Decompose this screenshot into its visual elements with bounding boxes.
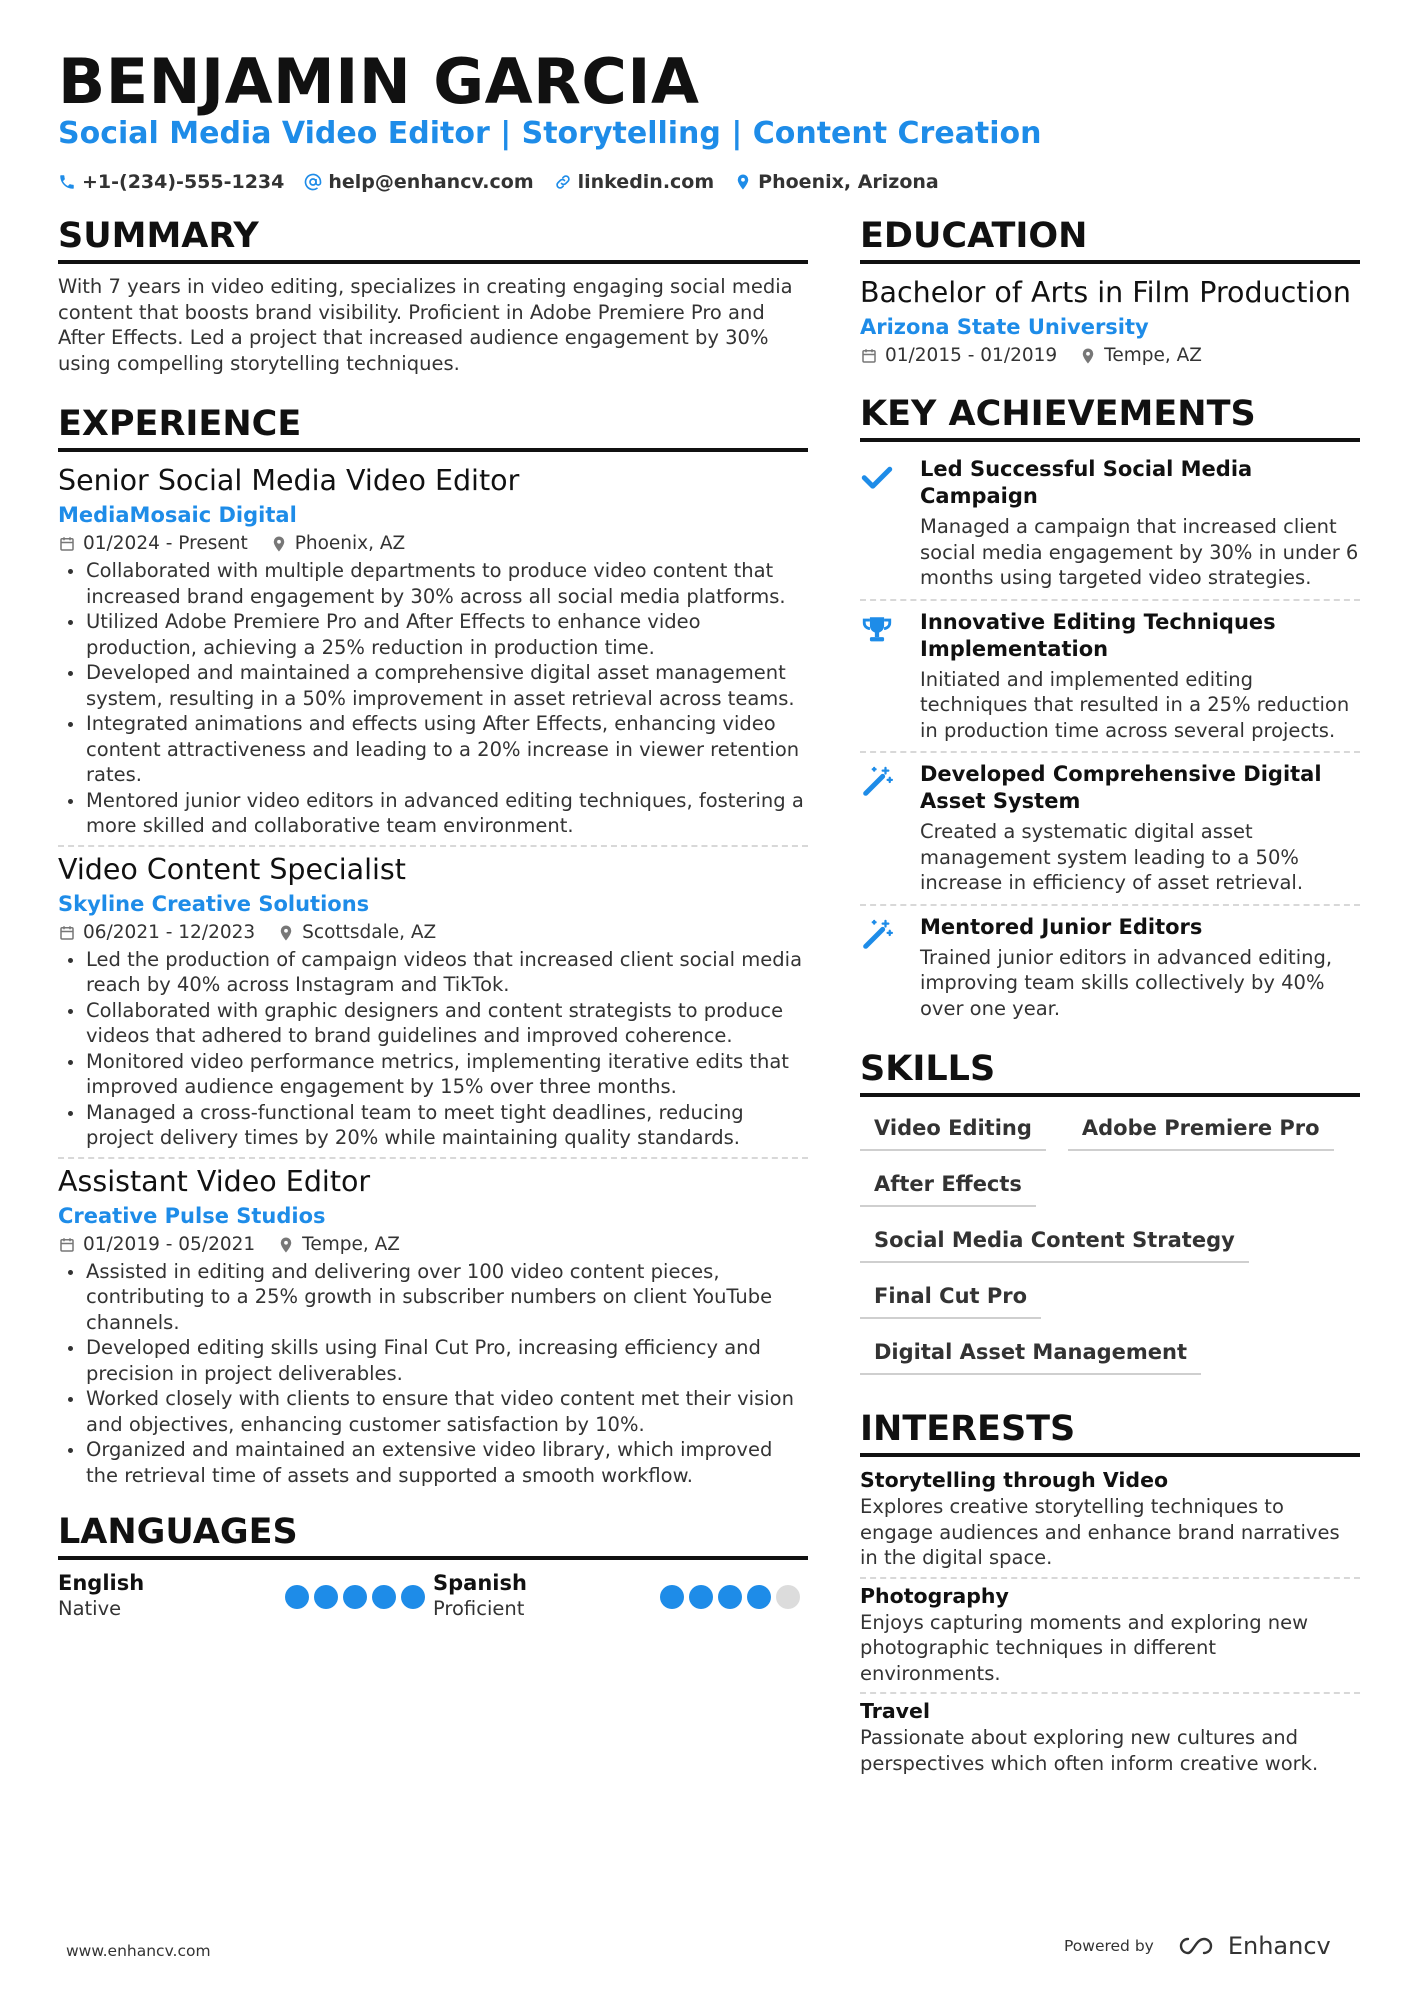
language-rating	[285, 1585, 425, 1609]
bullet-item: Worked closely with clients to ensure that video content met their vision and objectives, enhancing customer satisfaction by 10%.	[86, 1386, 808, 1437]
right-column	[860, 214, 1360, 1776]
rating-dot-filled	[285, 1585, 309, 1609]
powered-by-text: Powered by	[1064, 1937, 1154, 1955]
rating-dot-filled	[718, 1585, 742, 1609]
achievement-desc: Managed a campaign that increased client social media engagement by 30% in under 6 months using targeted video strategies.	[920, 515, 1359, 589]
divider	[860, 599, 1360, 601]
job-title: Assistant Video Editor	[58, 1164, 371, 1198]
map-pin-icon	[277, 1236, 295, 1254]
achievement-title: Led Successful Social Media Campaign	[920, 457, 1253, 508]
achievement-item	[860, 452, 1360, 599]
contact-email[interactable]	[304, 168, 533, 196]
achievement-item	[860, 605, 1360, 752]
skills-list	[860, 1107, 1360, 1387]
map-pin-icon	[277, 924, 295, 942]
enhancv-logo[interactable]	[1174, 1932, 1331, 1960]
achievement-item	[860, 757, 1360, 904]
contact-linkedin[interactable]	[554, 168, 715, 196]
company-name: Skyline Creative Solutions	[58, 891, 370, 916]
company-name: Creative Pulse Studios	[58, 1203, 326, 1228]
language-level: Native	[58, 1597, 122, 1620]
enhancv-logo-icon	[1174, 1934, 1218, 1958]
job-dates: 01/2019 - 05/2021	[83, 1233, 256, 1255]
job-location: Phoenix, AZ	[294, 533, 406, 554]
divider	[860, 1692, 1360, 1694]
calendar-icon	[58, 1236, 76, 1254]
achievement-desc: Initiated and implemented editing techniques that resulted in a 25% reduction in production time across several projects.	[920, 667, 1350, 742]
phone-icon	[58, 173, 76, 191]
job-location: Scottsdale, AZ	[302, 921, 437, 943]
achievement-desc: Created a systematic digital asset management system leading to a 50% increase in efficiency of asset retrieval.	[920, 820, 1304, 894]
map-pin-icon	[270, 535, 288, 553]
divider	[860, 1577, 1360, 1579]
skill-tag: After Effects	[860, 1163, 1036, 1207]
rating-dot-filled	[401, 1585, 425, 1609]
contact-phone[interactable]	[58, 168, 284, 196]
bullet-item: Integrated animations and effects using After Effects, enhancing video content attractiveness and leading to a 20% increase in viewer retention rates.	[86, 711, 808, 788]
job-dates: 06/2021 - 12/2023	[83, 921, 256, 943]
company-name: MediaMosaic Digital	[58, 503, 297, 527]
experience-heading: EXPERIENCE	[58, 402, 808, 452]
brand-name: Enhancv	[1227, 1932, 1331, 1960]
job-entry	[58, 1163, 808, 1489]
bullet-item: Developed editing skills using Final Cut Pro, increasing efficiency and precision in project deliverables.	[86, 1335, 808, 1386]
achievements-heading: KEY ACHIEVEMENTS	[860, 392, 1360, 442]
at-sign-icon	[304, 173, 322, 191]
achievement-item	[860, 910, 1360, 1030]
summary-heading: SUMMARY	[58, 214, 808, 264]
language-level: Proficient	[433, 1597, 525, 1620]
rating-dot-filled	[343, 1585, 367, 1609]
candidate-name: BENJAMIN GARCIA	[58, 45, 700, 118]
skill-tag: Final Cut Pro	[860, 1275, 1041, 1319]
calendar-icon	[58, 924, 76, 942]
education-meta	[860, 342, 1360, 370]
rating-dot-filled	[660, 1585, 684, 1609]
left-column	[58, 214, 808, 1622]
language-name: English	[58, 1571, 145, 1595]
skill-tag: Video Editing	[860, 1107, 1046, 1151]
interests-heading: INTERESTS	[860, 1407, 1360, 1457]
rating-dot-filled	[314, 1585, 338, 1609]
map-pin-icon	[1079, 347, 1097, 365]
interest-desc: Passionate about exploring new cultures and perspectives which often inform creative work.	[860, 1726, 1319, 1775]
job-entry	[58, 462, 808, 839]
email-text: help@enhancv.com	[328, 171, 534, 193]
divider	[58, 845, 808, 847]
job-entry	[58, 851, 808, 1151]
interest-desc: Enjoys capturing moments and exploring new photographic techniques in different environments.	[860, 1610, 1309, 1685]
languages-heading: LANGUAGES	[58, 1510, 808, 1560]
rating-dot-filled	[689, 1585, 713, 1609]
job-dates: 01/2024 - Present	[83, 533, 248, 554]
education-heading: EDUCATION	[860, 214, 1360, 264]
divider	[58, 1157, 808, 1159]
job-location: Tempe, AZ	[302, 1233, 400, 1255]
job-meta	[58, 1231, 808, 1259]
job-title: Senior Social Media Video Editor	[58, 464, 520, 497]
contact-location	[734, 168, 939, 196]
calendar-icon	[860, 347, 878, 365]
languages-list	[58, 1570, 808, 1622]
skill-tag: Digital Asset Management	[860, 1331, 1201, 1375]
education-dates: 01/2015 - 01/2019	[885, 345, 1058, 366]
footer-website[interactable]: www.enhancv.com	[66, 1942, 211, 1960]
checkmark-icon	[860, 460, 894, 494]
interest-title: Travel	[860, 1699, 930, 1723]
achievement-title: Innovative Editing Techniques Implementation	[920, 609, 1276, 661]
bullet-item: Collaborated with graphic designers and content strategists to produce videos that adhered to brand guidelines and improved coherence.	[86, 998, 808, 1049]
footer-branding	[1064, 1932, 1331, 1960]
divider	[860, 904, 1360, 906]
degree: Bachelor of Arts in Film Production	[860, 276, 1351, 309]
calendar-icon	[58, 535, 76, 553]
interest-desc: Explores creative storytelling techniques to engage audiences and enhance brand narratives in the digital space.	[860, 1495, 1340, 1569]
bullet-item: Monitored video performance metrics, implementing iterative edits that improved audience engagement by 15% over three months.	[86, 1049, 808, 1100]
interest-item	[860, 1467, 1360, 1571]
bullet-item: Assisted in editing and delivering over 100 video content pieces, contributing to a 25% growth in subscriber numbers on client YouTube channels.	[86, 1259, 808, 1336]
language-item	[58, 1570, 433, 1622]
skill-tag: Adobe Premiere Pro	[1068, 1107, 1334, 1151]
bullet-item: Utilized Adobe Premiere Pro and After Effects to enhance video production, achieving a 25% reduction in production time.	[86, 609, 808, 660]
bullet-item: Led the production of campaign videos that increased client social media reach by 40% across Instagram and TikTok.	[86, 947, 808, 998]
rating-dot-filled	[372, 1585, 396, 1609]
job-meta	[58, 530, 808, 558]
school-name: Arizona State University	[860, 315, 1149, 339]
link-icon	[554, 173, 572, 191]
language-rating	[660, 1585, 800, 1609]
achievement-desc: Trained junior editors in advanced editing, improving team skills collectively by 40% over one year.	[920, 945, 1333, 1020]
job-title: Video Content Specialist	[58, 852, 406, 886]
language-name: Spanish	[433, 1571, 527, 1595]
education-location: Tempe, AZ	[1104, 345, 1202, 366]
phone-text: +1-(234)-555-1234	[82, 171, 285, 193]
job-bullets	[58, 947, 808, 1151]
map-pin-icon	[734, 173, 752, 191]
divider	[860, 751, 1360, 753]
headline: Social Media Video Editor | Storytelling | Content Creation	[58, 116, 1042, 151]
bullet-item: Organized and maintained an extensive video library, which improved the retrieval time of assets and supported a smooth workflow.	[86, 1437, 808, 1488]
language-item	[433, 1570, 808, 1622]
achievement-title: Mentored Junior Editors	[920, 914, 1203, 939]
location-text: Phoenix, Arizona	[758, 171, 939, 193]
bullet-item: Managed a cross-functional team to meet tight deadlines, reducing project delivery times by 20% while maintaining quality standards.	[86, 1100, 808, 1151]
trophy-icon	[860, 613, 894, 647]
magic-wand-icon	[860, 918, 894, 952]
bullet-item: Collaborated with multiple departments to produce video content that increased brand engagement by 30% across all social media platforms.	[86, 558, 808, 609]
skill-tag: Social Media Content Strategy	[860, 1219, 1249, 1263]
bullet-item: Mentored junior video editors in advanced editing techniques, fostering a more skilled and collaborative team environment.	[86, 788, 808, 839]
achievement-title: Developed Comprehensive Digital Asset System	[920, 762, 1322, 813]
magic-wand-icon	[860, 765, 894, 799]
summary-text: With 7 years in video editing, specializes in creating engaging social media content that boosts brand visibility. Proficient in Adobe Premiere Pro and After Effects. Led a project that increased audience engagement by 30% using compelling storytelling techniques.	[58, 275, 793, 375]
interest-item	[860, 1698, 1360, 1776]
rating-dot-filled	[747, 1585, 771, 1609]
bullet-item: Developed and maintained a comprehensive digital asset management system, resulting in a 50% improvement in asset retrieval across teams.	[86, 660, 808, 711]
job-bullets	[58, 1259, 808, 1489]
job-bullets	[58, 558, 808, 839]
interest-title: Photography	[860, 1583, 1009, 1608]
interest-title: Storytelling through Video	[860, 1468, 1169, 1492]
linkedin-text: linkedin.com	[577, 171, 715, 193]
rating-dot-empty	[776, 1585, 800, 1609]
skills-heading: SKILLS	[860, 1047, 1360, 1097]
contact-bar	[58, 168, 939, 196]
job-meta	[58, 919, 808, 947]
interest-item	[860, 1583, 1360, 1687]
